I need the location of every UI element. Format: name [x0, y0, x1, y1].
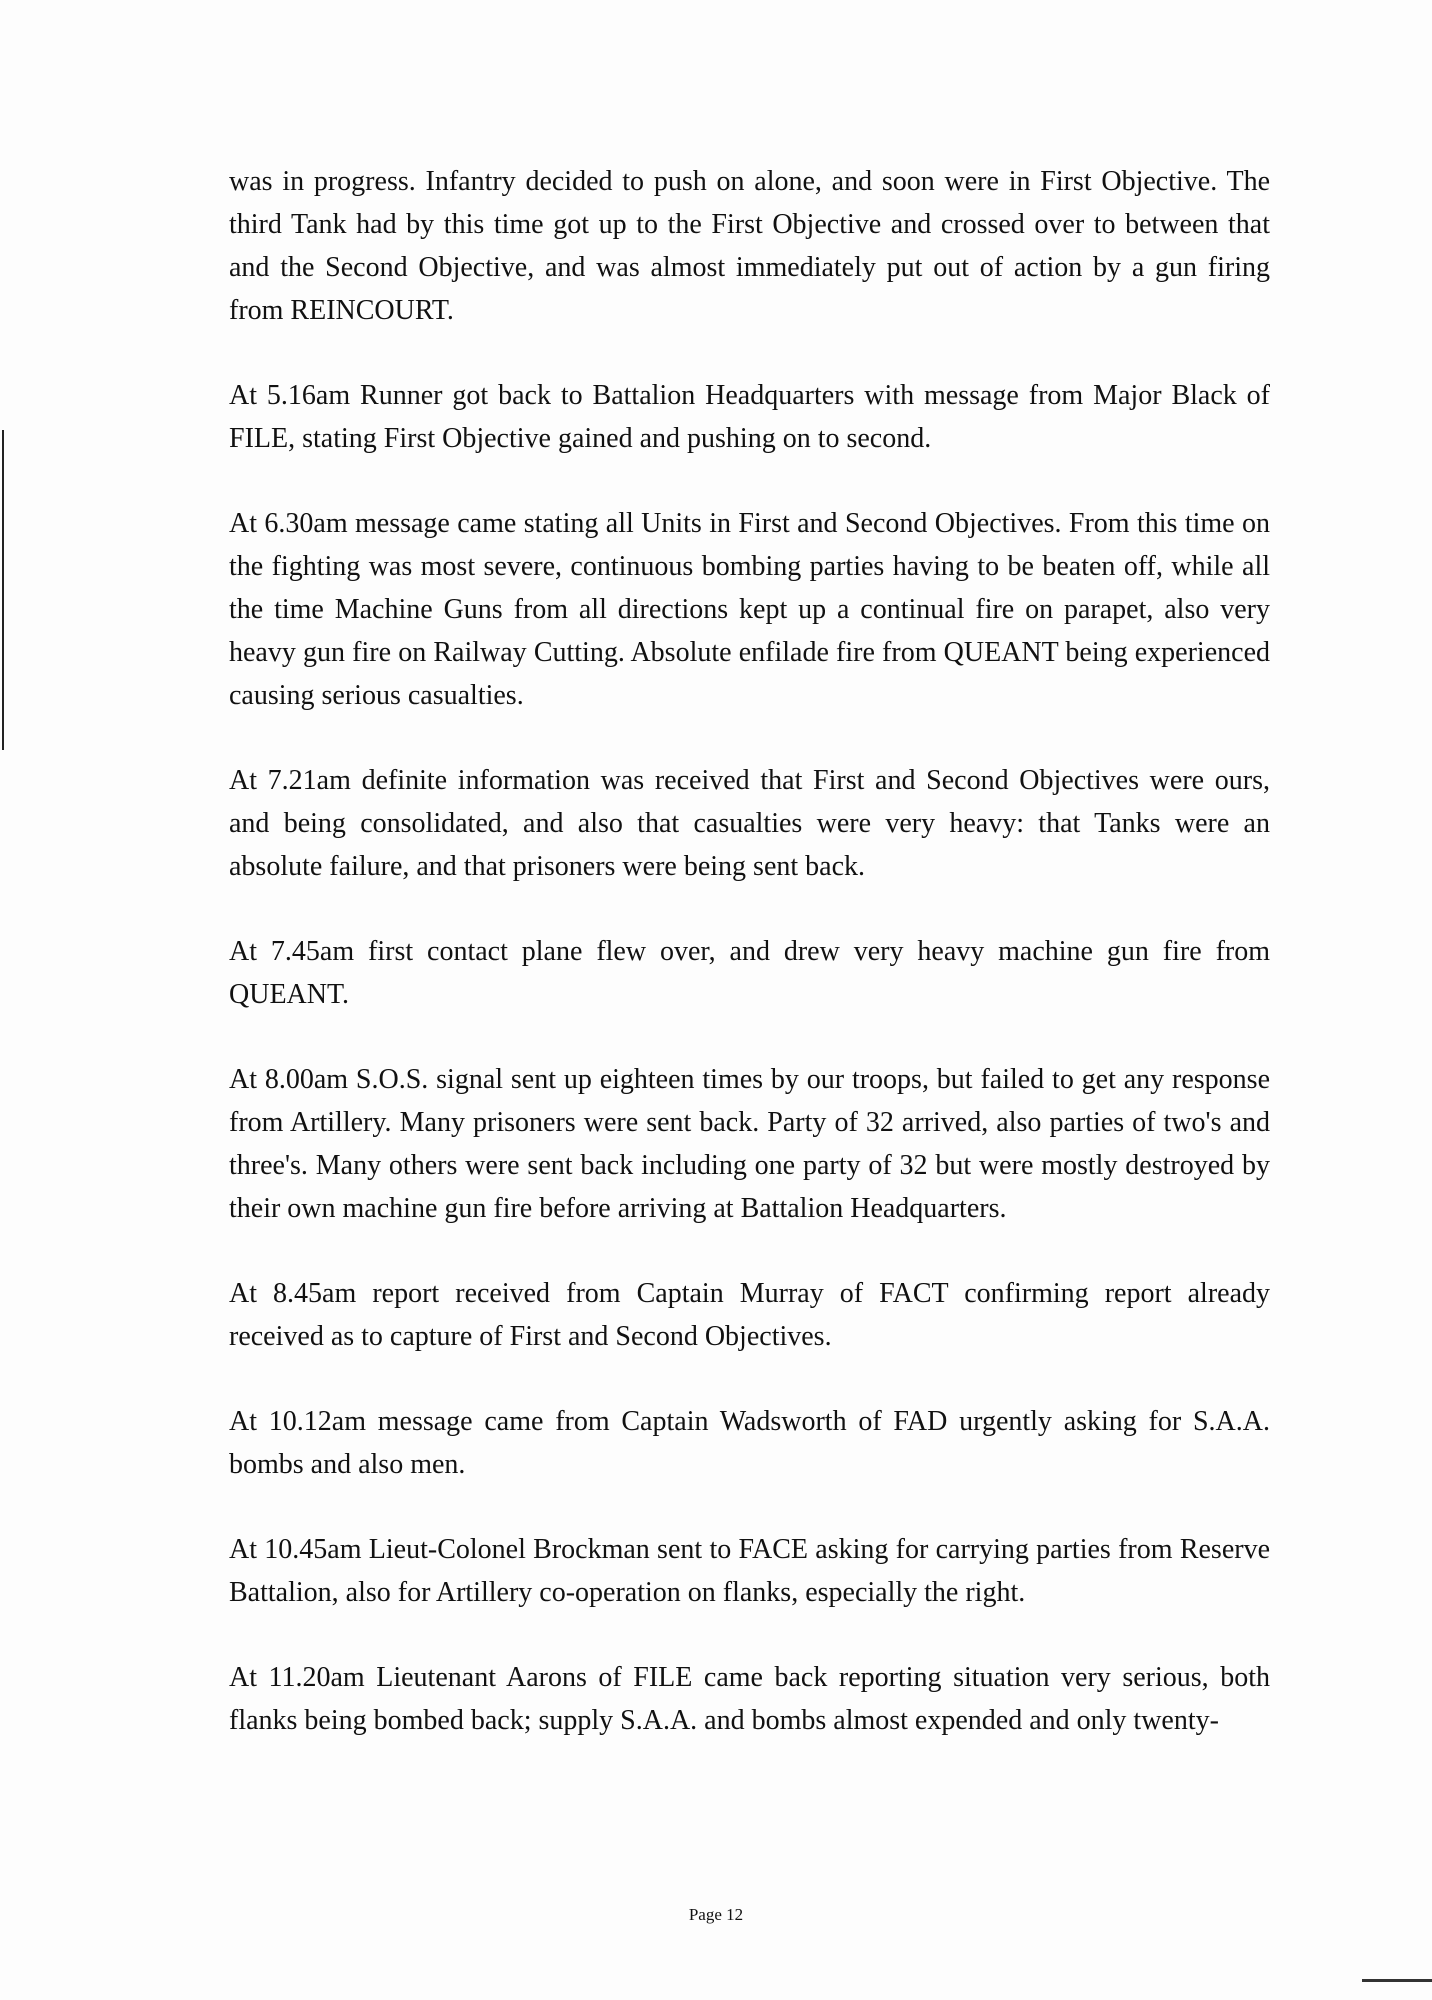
page-number: Page 12: [688, 1905, 744, 1924]
document-body: [229, 160, 1270, 1784]
paragraph-7: At 8.45am report received from Captain Murray of FACT confirming report already received as to capture of First and Second Objectives.: [229, 1278, 1270, 1352]
paragraph-2: At 5.16am Runner got back to Battalion Headquarters with message from Major Black of FILE, stating First Objective gained and pushing on to second.: [229, 380, 1270, 454]
paragraph-5: At 7.45am first contact plane flew over, and drew very heavy machine gun fire from QUEANT.: [229, 936, 1270, 1010]
paragraph-4: At 7.21am definite information was received that First and Second Objectives were ours, and being consolidated, and also that casualties were very heavy: that Tanks were an absolute failure, and that prisoners were being sent back.: [229, 765, 1270, 882]
paragraph-6: At 8.00am S.O.S. signal sent up eighteen times by our troops, but failed to get any response from Artillery. Many prisoners were sent back. Party of 32 arrived, also parties of two's and three's. Many others were sent back including one party of 32 but were mostly destroyed by their own machine gun fire before arriving at Battalion Headquarters.: [229, 1064, 1270, 1224]
paragraph-3: At 6.30am message came stating all Units in First and Second Objectives. From this time on the fighting was most severe, continuous bombing parties having to be beaten off, while all the time Machine Guns from all directions kept up a continual fire on parapet, also very heavy gun fire on Railway Cutting. Absolute enfilade fire from QUEANT being experienced causing serious casualties.: [229, 508, 1270, 711]
paragraph-8: At 10.12am message came from Captain Wadsworth of FAD urgently asking for S.A.A. bombs and also men.: [229, 1406, 1270, 1480]
scan-bottom-line: [1362, 1979, 1432, 1982]
scan-edge-line: [2, 430, 4, 750]
paragraph-10: At 11.20am Lieutenant Aarons of FILE came back reporting situation very serious, both flanks being bombed back; supply S.A.A. and bombs almost expended and only twenty-: [229, 1662, 1270, 1736]
paragraph-1: was in progress. Infantry decided to push on alone, and soon were in First Objective. The third Tank had by this time got up to the First Objective and crossed over to between that and the Second Objective, and was almost immediately put out of action by a gun firing from REINCOURT.: [229, 166, 1270, 326]
paragraph-9: At 10.45am Lieut-Colonel Brockman sent to FACE asking for carrying parties from Reserve Battalion, also for Artillery co-operation on flanks, especially the right.: [229, 1534, 1270, 1608]
